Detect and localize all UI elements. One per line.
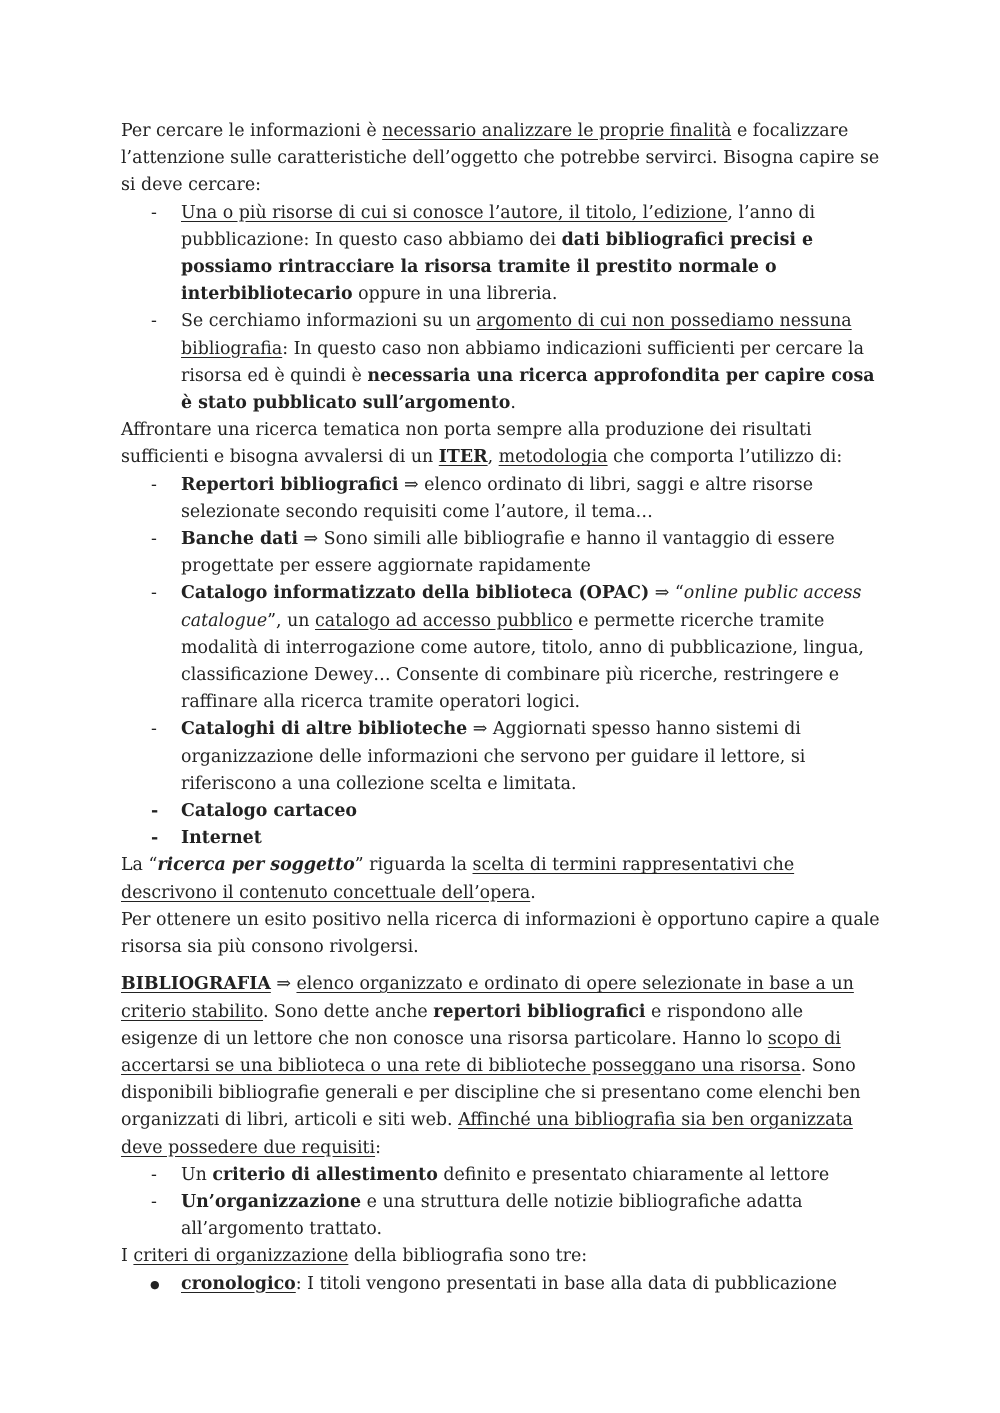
underlined-text: scelta di termini rappresentativi che descrivono il contenuto concettuale dell’opera	[121, 855, 795, 903]
bold-text: repertori bibliografici	[433, 1001, 646, 1022]
bold-text: Cataloghi di altre biblioteche	[181, 719, 468, 740]
text: e permette ricerche tramite modalità di interrogazione come autore, titolo, anno di pubblicazione, lingua, classificazione Dewey… Consente di combinare più ricerche, restringere e raffinare alla ricerca tramite operatori logici.	[181, 610, 864, 713]
text: .	[510, 393, 516, 414]
bold-italic-text: ricerca per soggetto	[157, 855, 355, 876]
underlined-text: criteri di organizzazione	[133, 1246, 349, 1267]
underlined-text: Affinché una bibliografia sia ben organizzata deve possedere due requisiti	[121, 1110, 853, 1158]
paragraph-bibliografia	[121, 971, 881, 1161]
list-item	[121, 716, 881, 798]
text: della bibliografia sono tre:	[348, 1246, 588, 1267]
bold-text: Catalogo cartaceo	[181, 801, 358, 822]
text: La “	[121, 855, 158, 876]
text: ”, un	[267, 610, 316, 631]
text: . Sono disponibili bibliografie generali e per discipline che si presentano come elenchi ben organizzati di libri, articoli e siti web.	[121, 1055, 861, 1131]
text: Se cerchiamo informazioni su un	[181, 311, 477, 332]
list-item	[121, 1271, 881, 1298]
paragraph-iter	[121, 417, 881, 471]
list-requisiti	[121, 1162, 881, 1244]
document-page	[121, 118, 881, 1298]
section-title: BIBLIOGRAFIA	[121, 974, 271, 995]
list-tools	[121, 472, 881, 853]
text: I	[121, 1246, 134, 1267]
bold-underlined-text: cronologico	[181, 1273, 296, 1294]
bold-text: Banche dati	[181, 529, 299, 550]
spacer	[121, 961, 881, 971]
underlined-text: catalogo ad accesso pubblico	[315, 610, 573, 631]
text: ⇒ Sono simili alle bibliografie e hanno il vantaggio di essere progettate per essere aggiornate rapidamente	[181, 529, 835, 577]
text: ⇒ Aggiornati spesso hanno sistemi di organizzazione delle informazioni che servono per guidare il lettore, si riferiscono a una collezione scelta e limitata.	[181, 719, 806, 794]
paragraph-esito: Per ottenere un esito positivo nella ricerca di informazioni è opportuno capire a quale risorsa sia più consono rivolgersi.	[121, 909, 880, 958]
list-item	[121, 1189, 881, 1243]
text: e una struttura delle notizie bibliografiche adatta all’argomento trattato.	[181, 1191, 803, 1240]
bold-text: Internet	[181, 828, 262, 849]
list-item	[121, 200, 881, 309]
paragraph-criteri	[121, 1243, 881, 1270]
list-item	[121, 472, 881, 526]
text: : I titoli vengono presentati in base alla data di pubblicazione	[295, 1273, 837, 1294]
text: definito e presentato chiaramente al lettore	[437, 1164, 830, 1185]
underlined-text: necessario analizzare le proprie finalità	[382, 121, 732, 141]
text: ⇒ “	[649, 583, 684, 604]
paragraph-intro	[121, 118, 881, 200]
text: : In questo caso non abbiamo indicazioni sufficienti per cercare la risorsa ed è quindi è	[181, 338, 864, 386]
text: :	[375, 1137, 381, 1158]
text: Un	[181, 1164, 213, 1185]
iter-term: ITER	[438, 447, 488, 468]
list-item	[121, 1162, 881, 1189]
text: . Sono dette anche	[263, 1001, 434, 1022]
italic-text: online public access catalogue	[181, 583, 862, 631]
underlined-text: metodologia	[498, 447, 608, 468]
text: che comporta l’utilizzo di:	[607, 447, 843, 468]
bold-text: dati bibliografici precisi e possiamo rintracciare la risorsa tramite il prestito normale o interbibliotecario	[181, 229, 814, 305]
text: ⇒ elenco ordinato di libri, saggi e altre risorse selezionate secondo requisiti come l’autore, il tema…	[181, 474, 814, 522]
list-search-types	[121, 200, 881, 418]
underlined-text: argomento di cui non possediamo nessuna bibliografia	[181, 311, 852, 359]
text: e rispondono alle esigenze di un lettore che non conosce una risorsa particolare. Hanno lo	[121, 1001, 804, 1049]
list-item	[121, 308, 881, 417]
bold-text: Repertori bibliografici	[181, 474, 399, 495]
paragraph-soggetto	[121, 852, 881, 906]
text: .	[530, 882, 536, 903]
list-item	[121, 825, 881, 852]
list-item	[121, 798, 881, 825]
text: ,	[487, 447, 499, 468]
underlined-text: scopo di accertarsi se una biblioteca o una rete di biblioteche posseggano una risorsa	[121, 1028, 841, 1076]
underlined-text: elenco organizzato e ordinato di opere selezionate in base a un criterio stabilito	[121, 974, 854, 1022]
text: oppure in una libreria.	[352, 284, 558, 305]
arrow: ⇒	[270, 974, 297, 995]
text: ” riguarda la	[354, 855, 473, 876]
text: e focalizzare l’attenzione sulle caratteristiche dell’oggetto che potrebbe servirci. Bisogna capire se si deve cercare:	[121, 121, 880, 196]
underlined-text: Una o più risorse di cui si conosce l’autore, il titolo, l’edizione	[181, 202, 728, 223]
text: Affrontare una ricerca tematica non porta sempre alla produzione dei risultati sufficienti e bisogna avvalersi di un	[121, 420, 812, 468]
bold-text: criterio di allestimento	[212, 1164, 438, 1185]
list-item	[121, 580, 881, 716]
text: , l’anno di pubblicazione: In questo caso abbiamo dei	[181, 202, 816, 250]
list-item	[121, 526, 881, 580]
text: Per cercare le informazioni è	[121, 121, 383, 141]
bold-text: necessaria una ricerca approfondita per capire cosa è stato pubblicato sull’argomento	[181, 365, 875, 414]
bold-text: Catalogo informatizzato della biblioteca (OPAC)	[181, 583, 650, 604]
bold-text: Un’organizzazione	[181, 1191, 362, 1212]
list-criteri	[121, 1271, 881, 1298]
